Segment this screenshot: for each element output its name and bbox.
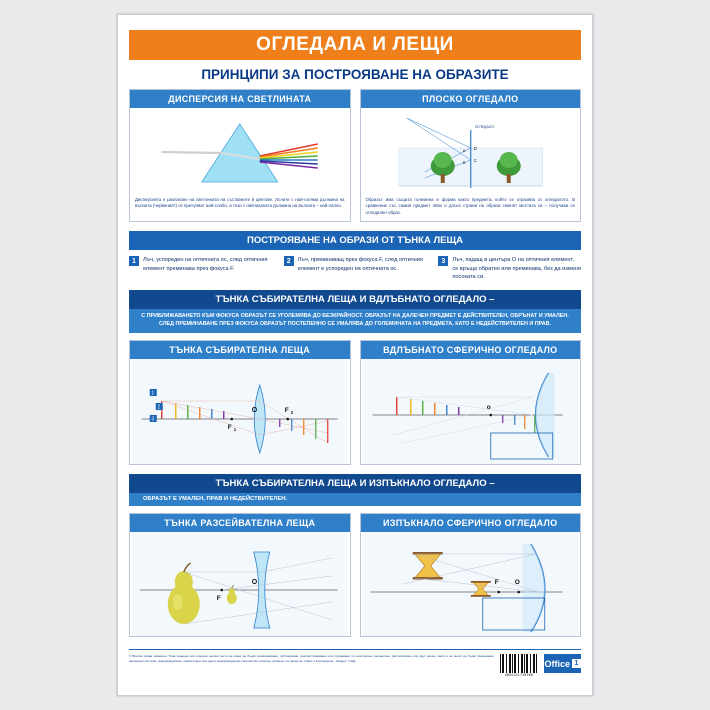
rule-item [438, 256, 581, 281]
svg-text:A: A [462, 148, 465, 153]
row-dispersion-flatmirror [129, 89, 581, 222]
construction-rules [129, 256, 581, 281]
banner-group2: ТЪНКА СЪБИРАТЕЛНА ЛЕЩА И ИЗПЪКНАЛО ОГЛЕДАЛО – [129, 474, 581, 493]
panel-convex-mirror-figure [361, 532, 581, 636]
panel-flat-mirror [360, 89, 582, 222]
banner-thin-lens-construction: ПОСТРОЯВАНЕ НА ОБРАЗИ ОТ ТЪНКА ЛЕЩА [129, 231, 581, 250]
poster-title-bar [129, 30, 581, 60]
diverging-lens-diagram [130, 532, 350, 636]
copyright-text: © Всички права запазени. Това издание или отделни негови части не може да бъдат размножавани, публикувани, разпространявани или предавани по електронен, механичен, фотокопиращ или друг начин, както и не могат да бъдат въвеждани вampерни системи, информационни, компютърни или други информационни системи без изрично писмено съгласие на „Офис 1 Кооперация - Ландес” ООД. [129, 654, 494, 663]
svg-text:B: B [462, 160, 465, 165]
panel-dispersion-caption: Дисперсията е разлагане на светлината на съставните ѝ цветове. Лъчите с най-голяма дължина на вълната (червеният) се пречупват най-слабо, а тези с най-малката дължина на вълната – най-силно. [135, 197, 345, 209]
svg-text:1: 1 [151, 390, 155, 397]
svg-text:F: F [227, 423, 232, 431]
panel-convex-mirror-title: ИЗПЪКНАЛО СФЕРИЧНО ОГЛЕДАЛО [361, 514, 581, 532]
svg-text:2: 2 [290, 409, 294, 415]
logo-one: 1 [572, 659, 581, 668]
convex-mirror-diagram [361, 532, 581, 636]
svg-text:O: O [251, 578, 258, 586]
flat-mirror-diagram [361, 108, 581, 194]
rule-text: Лъч, преминаващ през фокуса F, след оптичния елемент е успореден на оптичната ос. [297, 257, 423, 272]
panel-flat-mirror-title: ПЛОСКО ОГЛЕДАЛО [361, 90, 581, 108]
poster-footer [129, 649, 581, 695]
office1-logo [544, 654, 581, 673]
svg-text:O: O [514, 578, 520, 586]
barcode-bars [500, 654, 539, 673]
rule-number: 2 [284, 256, 294, 266]
panel-diverging-lens-title: ТЪНКА РАЗСЕЙВАТЕЛНА ЛЕЩА [130, 514, 350, 532]
banner-group2-sub: ОБРАЗЪТ Е УМАЛЕН, ПРАВ И НЕДЕЙСТВИТЕЛЕН. [129, 493, 581, 506]
panel-concave-mirror-figure [361, 359, 581, 464]
rule-item [129, 256, 272, 281]
svg-text:1: 1 [233, 426, 237, 432]
converging-lens-diagram [130, 359, 350, 464]
panel-diverging-lens [129, 513, 351, 637]
svg-text:F: F [494, 578, 499, 586]
svg-text:F: F [284, 406, 289, 414]
panel-dispersion [129, 89, 351, 222]
panel-concave-mirror-title: ВДЛЪБНАТО СФЕРИЧНО ОГЛЕДАЛО [361, 341, 581, 359]
banner-group1: ТЪНКА СЪБИРАТЕЛНА ЛЕЩА И ВДЛЪБНАТО ОГЛЕДАЛО – [129, 290, 581, 309]
rule-item [284, 256, 427, 281]
panel-converging-lens-figure [130, 359, 350, 464]
panel-flat-mirror-figure [361, 108, 581, 194]
rule-number: 3 [438, 256, 448, 266]
logo-text: Office [544, 658, 570, 669]
rule-text: Лъч, падащ в центъра О на оптичния елемент, се връща обратно или преминава, без да изменя посоката си. [452, 257, 581, 280]
dispersion-diagram [130, 108, 350, 194]
svg-text:C: C [473, 158, 477, 163]
panel-convex-mirror [360, 513, 582, 637]
svg-text:2: 2 [157, 404, 161, 411]
panel-concave-mirror [360, 340, 582, 465]
panel-dispersion-title: ДИСПЕРСИЯ НА СВЕТЛИНАТА [130, 90, 350, 108]
svg-text:O: O [251, 406, 258, 414]
panel-dispersion-figure [130, 108, 350, 194]
rule-number: 1 [129, 256, 139, 266]
panel-diverging-lens-figure [130, 532, 350, 636]
poster-title: ОГЛЕДАЛА И ЛЕЩИ [256, 34, 454, 55]
panel-converging-lens-title: ТЪНКА СЪБИРАТЕЛНА ЛЕЩА [130, 341, 350, 359]
barcode-number: 3800321735958 [504, 673, 534, 677]
panel-converging-lens [129, 340, 351, 465]
rule-text: Лъч, успореден на оптичната ос, след оптичния елемент преминава през фокуса F. [143, 257, 268, 272]
barcode [500, 654, 539, 678]
svg-text:o: o [486, 403, 491, 411]
row-group1-panels [129, 340, 581, 465]
concave-mirror-diagram [361, 359, 581, 464]
svg-text:D: D [473, 146, 477, 151]
panel-flat-mirror-caption: Образът има същата големина и форма както предмета, който се отразява от огледалото. В сравнение със самия предмет ляво и дясно страни на образа сменят местата си – получава се огледален образ. [365, 197, 575, 215]
banner-group1-sub: С ПРИБЛИЖАВАНЕТО КЪМ ФОКУСА ОБРАЗЪТ СЕ УГОЛЕМЯВА ДО БЕЗКРАЙНОСТ. ОБРАЗЪТ НА ДАЛЕЧЕН ПРЕДМЕТ Е ДЕЙСТВИТЕЛЕН, ОБРЪНАТ И УМАЛЕН. СЛЕД ПРЕМИНАВАНЕ ПРЕЗ ФОКУСА ОБРАЗЪТ ПОСТЕПЕННО СЕ УМАЛЯВА ДО ГОЛЕМИНАТА НА ПРЕДМЕТА, КАТО Е НЕДЕЙСТВИТЕЛЕН И ПРАВ. [129, 309, 581, 332]
poster [117, 14, 593, 696]
svg-text:F: F [216, 594, 221, 602]
svg-text:3: 3 [151, 416, 155, 423]
flat-mirror-label-mirror: ОГЛЕДАЛО [474, 125, 494, 129]
row-group2-panels [129, 513, 581, 637]
poster-subtitle: ПРИНЦИПИ ЗА ПОСТРОЯВАНЕ НА ОБРАЗИТЕ [201, 67, 509, 82]
